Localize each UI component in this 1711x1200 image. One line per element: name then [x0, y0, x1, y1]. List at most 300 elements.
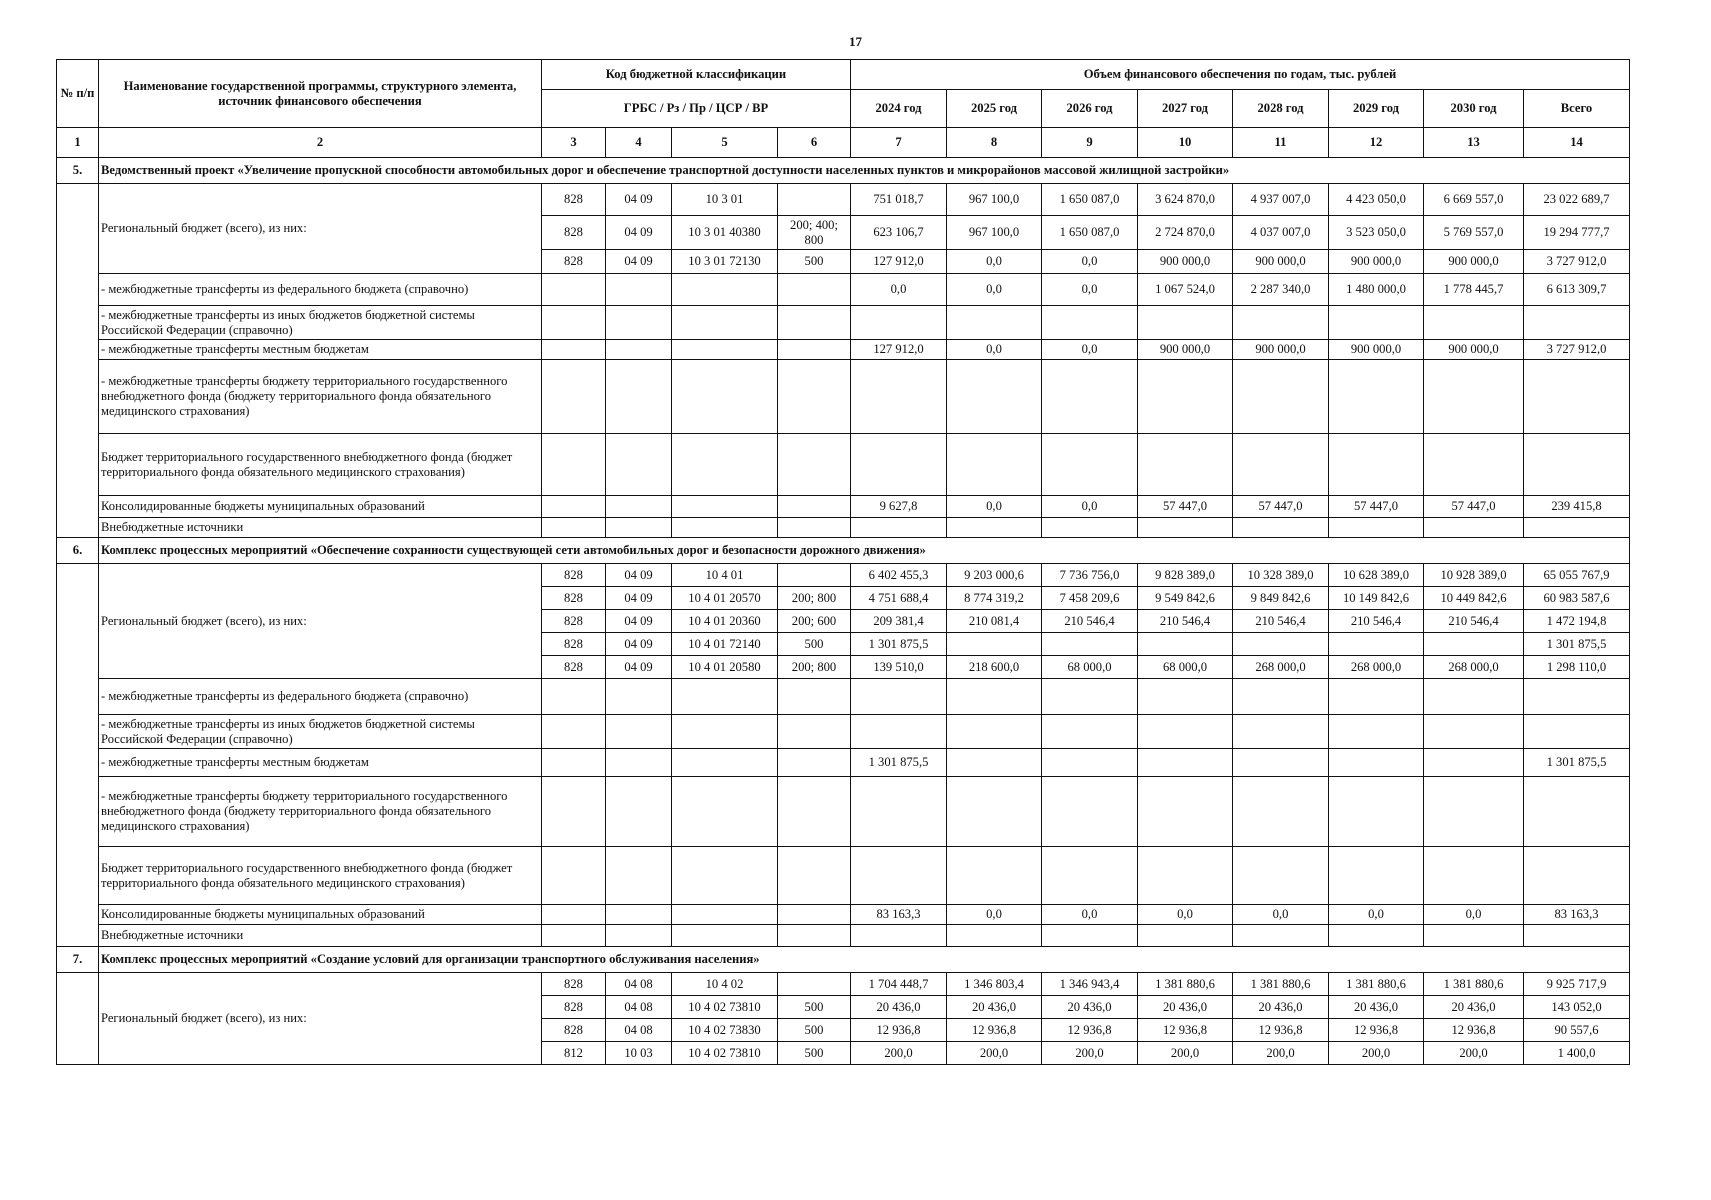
- vr-code: 500: [778, 1042, 851, 1065]
- source-label: - межбюджетные трансферты из иных бюджетов бюджетной системы Российской Федерации (справочно): [99, 306, 542, 340]
- code-cell-empty: [542, 679, 606, 715]
- year-value: 0,0: [947, 274, 1042, 306]
- year-value: 9 203 000,6: [947, 564, 1042, 587]
- year-value: 12 936,8: [947, 1019, 1042, 1042]
- year-value: 0,0: [947, 340, 1042, 360]
- year-value: 8 774 319,2: [947, 587, 1042, 610]
- year-value: [1329, 847, 1424, 905]
- year-value: 20 436,0: [1424, 996, 1524, 1019]
- year-value: [1329, 749, 1424, 777]
- code-cell-empty: [778, 715, 851, 749]
- year-value: [1424, 633, 1524, 656]
- year-value: 20 436,0: [851, 996, 947, 1019]
- code-cell-empty: [542, 518, 606, 538]
- year-value: 1 381 880,6: [1424, 973, 1524, 996]
- year-value: 1 480 000,0: [1329, 274, 1424, 306]
- year-value: 239 415,8: [1524, 496, 1630, 518]
- year-value: 900 000,0: [1233, 250, 1329, 274]
- year-value: [1424, 360, 1524, 434]
- grbs-code: 828: [542, 610, 606, 633]
- code-cell-empty: [778, 274, 851, 306]
- source-label: - межбюджетные трансферты местным бюджетам: [99, 749, 542, 777]
- year-value: [947, 518, 1042, 538]
- year-value: 900 000,0: [1424, 250, 1524, 274]
- year-value: 20 436,0: [947, 996, 1042, 1019]
- column-number: 8: [947, 128, 1042, 158]
- code-cell-empty: [542, 715, 606, 749]
- year-value: 5 769 557,0: [1424, 216, 1524, 250]
- year-value: [1329, 679, 1424, 715]
- code-cell-empty: [606, 360, 672, 434]
- regional-budget-label: Региональный бюджет (всего), из них:: [99, 564, 542, 679]
- rz-pr-code: 04 08: [606, 1019, 672, 1042]
- year-value: 65 055 767,9: [1524, 564, 1630, 587]
- column-number: 9: [1042, 128, 1138, 158]
- code-cell-empty: [672, 274, 778, 306]
- year-value: 20 436,0: [1329, 996, 1424, 1019]
- source-label: Бюджет территориального государственного внебюджетного фонда (бюджет территориального фонда обязательного медицинского страхования): [99, 434, 542, 496]
- year-value: 210 546,4: [1329, 610, 1424, 633]
- code-cell-empty: [542, 496, 606, 518]
- year-value: [1424, 715, 1524, 749]
- rz-pr-code: 04 09: [606, 656, 672, 679]
- year-value: 1 704 448,7: [851, 973, 947, 996]
- year-value: [947, 749, 1042, 777]
- year-value: 1 381 880,6: [1233, 973, 1329, 996]
- year-value: [1329, 715, 1424, 749]
- section-number: 7.: [57, 947, 99, 973]
- year-value: 6 669 557,0: [1424, 184, 1524, 216]
- code-cell-empty: [672, 679, 778, 715]
- year-value: 1 346 943,4: [1042, 973, 1138, 996]
- grbs-code: 828: [542, 656, 606, 679]
- code-cell-empty: [606, 518, 672, 538]
- source-label: - межбюджетные трансферты бюджету территориального государственного внебюджетного фонда (бюджету территориального фонда обязательного медицинского страхования): [99, 360, 542, 434]
- year-value: 0,0: [1042, 496, 1138, 518]
- section-title: Ведомственный проект «Увеличение пропускной способности автомобильных дорог и обеспечение транспортной доступности населенных пунктов и микрорайонов массовой жилищной застройки»: [99, 158, 1630, 184]
- code-cell-empty: [778, 496, 851, 518]
- year-value: [1042, 925, 1138, 947]
- year-value: [1524, 777, 1630, 847]
- year-value: 10 628 389,0: [1329, 564, 1424, 587]
- grbs-code: 828: [542, 633, 606, 656]
- year-value: 200,0: [1042, 1042, 1138, 1065]
- source-label: - межбюджетные трансферты бюджету территориального государственного внебюджетного фонда (бюджету территориального фонда обязательного медицинского страхования): [99, 777, 542, 847]
- year-value: 0,0: [851, 274, 947, 306]
- column-number: 12: [1329, 128, 1424, 158]
- year-value: [1424, 306, 1524, 340]
- code-cell-empty: [672, 715, 778, 749]
- code-cell-empty: [672, 434, 778, 496]
- year-value: 900 000,0: [1233, 340, 1329, 360]
- year-value: [1329, 360, 1424, 434]
- year-value: 900 000,0: [1329, 250, 1424, 274]
- column-number: 7: [851, 128, 947, 158]
- year-value: 0,0: [1424, 905, 1524, 925]
- year-value: [1138, 306, 1233, 340]
- year-value: 57 447,0: [1138, 496, 1233, 518]
- year-value: [1233, 633, 1329, 656]
- year-value: 200,0: [1233, 1042, 1329, 1065]
- rz-pr-code: 04 09: [606, 633, 672, 656]
- year-value: 1 400,0: [1524, 1042, 1630, 1065]
- vr-code: [778, 564, 851, 587]
- code-cell-empty: [672, 777, 778, 847]
- year-value: 0,0: [947, 496, 1042, 518]
- csr-code: 10 3 01 72130: [672, 250, 778, 274]
- year-value: [1524, 925, 1630, 947]
- year-value: [1042, 306, 1138, 340]
- year-value: 268 000,0: [1329, 656, 1424, 679]
- year-value: 900 000,0: [1138, 340, 1233, 360]
- rz-pr-code: 04 09: [606, 587, 672, 610]
- year-value: [1042, 434, 1138, 496]
- year-value: [1329, 434, 1424, 496]
- vr-code: 200; 400; 800: [778, 216, 851, 250]
- year-value: [1329, 925, 1424, 947]
- year-value: 12 936,8: [1329, 1019, 1424, 1042]
- column-number: 14: [1524, 128, 1630, 158]
- year-value: [1138, 925, 1233, 947]
- year-value: [1424, 777, 1524, 847]
- code-cell-empty: [606, 847, 672, 905]
- year-value: [1138, 777, 1233, 847]
- year-value: 751 018,7: [851, 184, 947, 216]
- code-cell-empty: [778, 679, 851, 715]
- code-cell-empty: [778, 340, 851, 360]
- header-year: Всего: [1524, 90, 1630, 128]
- year-value: [1138, 679, 1233, 715]
- code-cell-empty: [542, 925, 606, 947]
- vr-code: 500: [778, 1019, 851, 1042]
- regional-budget-label: Региональный бюджет (всего), из них:: [99, 973, 542, 1065]
- header-code-sub: ГРБС / Рз / Пр / ЦСР / ВР: [542, 90, 851, 128]
- section-title: Комплекс процессных мероприятий «Создание условий для организации транспортного обслуживания населения»: [99, 947, 1630, 973]
- year-value: 200,0: [1424, 1042, 1524, 1065]
- year-value: 7 736 756,0: [1042, 564, 1138, 587]
- year-value: 2 287 340,0: [1233, 274, 1329, 306]
- year-value: [1424, 847, 1524, 905]
- code-cell-empty: [542, 340, 606, 360]
- code-cell-empty: [778, 360, 851, 434]
- code-cell-empty: [672, 905, 778, 925]
- year-value: 12 936,8: [1042, 1019, 1138, 1042]
- code-cell-empty: [672, 340, 778, 360]
- year-value: [1042, 749, 1138, 777]
- rz-pr-code: 04 09: [606, 564, 672, 587]
- year-value: 9 828 389,0: [1138, 564, 1233, 587]
- year-value: 9 849 842,6: [1233, 587, 1329, 610]
- year-value: 967 100,0: [947, 216, 1042, 250]
- vr-code: 200; 800: [778, 656, 851, 679]
- source-label: Бюджет территориального государственного внебюджетного фонда (бюджет территориального фонда обязательного медицинского страхования): [99, 847, 542, 905]
- year-value: [1424, 749, 1524, 777]
- year-value: [1329, 777, 1424, 847]
- year-value: [1042, 777, 1138, 847]
- year-value: 210 546,4: [1424, 610, 1524, 633]
- code-cell-empty: [542, 274, 606, 306]
- year-value: 127 912,0: [851, 340, 947, 360]
- year-value: 1 067 524,0: [1138, 274, 1233, 306]
- source-label: - межбюджетные трансферты местным бюджетам: [99, 340, 542, 360]
- year-value: 967 100,0: [947, 184, 1042, 216]
- year-value: 900 000,0: [1329, 340, 1424, 360]
- header-year: 2030 год: [1424, 90, 1524, 128]
- year-value: [947, 679, 1042, 715]
- year-value: 23 022 689,7: [1524, 184, 1630, 216]
- vr-code: 500: [778, 250, 851, 274]
- csr-code: 10 4 02 73810: [672, 1042, 778, 1065]
- year-value: [1233, 306, 1329, 340]
- year-value: [1233, 847, 1329, 905]
- year-value: 10 149 842,6: [1329, 587, 1424, 610]
- year-value: 4 751 688,4: [851, 587, 947, 610]
- section-title: Комплекс процессных мероприятий «Обеспечение сохранности существующей сети автомобильных дорог и безопасности дорожного движения»: [99, 538, 1630, 564]
- year-value: [947, 306, 1042, 340]
- year-value: [1138, 749, 1233, 777]
- year-value: 210 546,4: [1138, 610, 1233, 633]
- page-number: 17: [849, 34, 862, 49]
- year-value: 200,0: [851, 1042, 947, 1065]
- year-value: 6 613 309,7: [1524, 274, 1630, 306]
- year-value: 19 294 777,7: [1524, 216, 1630, 250]
- year-value: 1 650 087,0: [1042, 216, 1138, 250]
- year-value: 20 436,0: [1233, 996, 1329, 1019]
- code-cell-empty: [778, 306, 851, 340]
- year-value: 0,0: [1042, 274, 1138, 306]
- code-cell-empty: [606, 434, 672, 496]
- code-cell-empty: [542, 905, 606, 925]
- rz-pr-code: 04 08: [606, 996, 672, 1019]
- year-value: 12 936,8: [851, 1019, 947, 1042]
- year-value: [1233, 679, 1329, 715]
- year-value: [1042, 847, 1138, 905]
- year-value: [1138, 715, 1233, 749]
- grbs-code: 828: [542, 1019, 606, 1042]
- year-value: [947, 360, 1042, 434]
- rz-pr-code: 04 08: [606, 973, 672, 996]
- csr-code: 10 4 01 72140: [672, 633, 778, 656]
- vr-code: 500: [778, 633, 851, 656]
- year-value: 0,0: [1042, 340, 1138, 360]
- year-value: [1138, 633, 1233, 656]
- year-value: 143 052,0: [1524, 996, 1630, 1019]
- code-cell-empty: [778, 925, 851, 947]
- year-value: [1329, 633, 1424, 656]
- csr-code: 10 3 01 40380: [672, 216, 778, 250]
- year-value: [947, 777, 1042, 847]
- vr-code: 200; 600: [778, 610, 851, 633]
- code-cell-empty: [778, 518, 851, 538]
- year-value: 209 381,4: [851, 610, 947, 633]
- year-value: [851, 360, 947, 434]
- header-name: Наименование государственной программы, структурного элемента, источник финансового обеспечения: [99, 60, 542, 128]
- code-cell-empty: [606, 274, 672, 306]
- year-value: 57 447,0: [1424, 496, 1524, 518]
- year-value: 1 381 880,6: [1329, 973, 1424, 996]
- year-value: 900 000,0: [1138, 250, 1233, 274]
- year-value: 139 510,0: [851, 656, 947, 679]
- header-year: 2029 год: [1329, 90, 1424, 128]
- year-value: 9 549 842,6: [1138, 587, 1233, 610]
- year-value: 1 472 194,8: [1524, 610, 1630, 633]
- vr-code: [778, 184, 851, 216]
- year-value: 4 037 007,0: [1233, 216, 1329, 250]
- year-value: [1233, 434, 1329, 496]
- code-cell-empty: [542, 306, 606, 340]
- year-value: 68 000,0: [1138, 656, 1233, 679]
- year-value: 10 328 389,0: [1233, 564, 1329, 587]
- year-value: 10 928 389,0: [1424, 564, 1524, 587]
- year-value: [851, 679, 947, 715]
- column-number: 6: [778, 128, 851, 158]
- year-value: [1329, 518, 1424, 538]
- code-cell-empty: [606, 749, 672, 777]
- column-number: 10: [1138, 128, 1233, 158]
- year-value: [947, 633, 1042, 656]
- year-value: 200,0: [1138, 1042, 1233, 1065]
- year-value: [851, 847, 947, 905]
- year-value: [851, 925, 947, 947]
- year-value: [851, 518, 947, 538]
- year-value: [1424, 679, 1524, 715]
- year-value: [1233, 360, 1329, 434]
- code-cell-empty: [542, 360, 606, 434]
- grbs-code: 828: [542, 564, 606, 587]
- year-value: 900 000,0: [1424, 340, 1524, 360]
- year-value: 210 546,4: [1042, 610, 1138, 633]
- year-value: 200,0: [947, 1042, 1042, 1065]
- csr-code: 10 3 01: [672, 184, 778, 216]
- header-year: 2025 год: [947, 90, 1042, 128]
- vr-code: 500: [778, 996, 851, 1019]
- financing-table: [56, 59, 1630, 1065]
- column-number: 2: [99, 128, 542, 158]
- vr-code: 200; 800: [778, 587, 851, 610]
- csr-code: 10 4 02 73830: [672, 1019, 778, 1042]
- code-cell-empty: [606, 925, 672, 947]
- code-cell-empty: [778, 905, 851, 925]
- year-value: [1524, 306, 1630, 340]
- header-num: № п/п: [57, 60, 99, 128]
- year-value: 9 627,8: [851, 496, 947, 518]
- year-value: [947, 925, 1042, 947]
- year-value: [1233, 925, 1329, 947]
- year-value: [1524, 360, 1630, 434]
- year-value: 1 301 875,5: [1524, 633, 1630, 656]
- year-value: 4 423 050,0: [1329, 184, 1424, 216]
- code-cell-empty: [672, 360, 778, 434]
- year-value: 0,0: [1042, 250, 1138, 274]
- year-value: [1233, 715, 1329, 749]
- year-value: 268 000,0: [1424, 656, 1524, 679]
- year-value: 90 557,6: [1524, 1019, 1630, 1042]
- rz-pr-code: 04 09: [606, 184, 672, 216]
- column-number: 11: [1233, 128, 1329, 158]
- year-value: 0,0: [1329, 905, 1424, 925]
- year-value: 1 778 445,7: [1424, 274, 1524, 306]
- year-value: 20 436,0: [1042, 996, 1138, 1019]
- year-value: [851, 777, 947, 847]
- year-value: 623 106,7: [851, 216, 947, 250]
- csr-code: 10 4 01 20580: [672, 656, 778, 679]
- year-value: 12 936,8: [1138, 1019, 1233, 1042]
- year-value: 68 000,0: [1042, 656, 1138, 679]
- source-label: Консолидированные бюджеты муниципальных образований: [99, 905, 542, 925]
- column-number: 3: [542, 128, 606, 158]
- year-value: 83 163,3: [1524, 905, 1630, 925]
- year-value: [1138, 518, 1233, 538]
- year-value: 268 000,0: [1233, 656, 1329, 679]
- year-value: [1233, 749, 1329, 777]
- code-cell-empty: [606, 340, 672, 360]
- rz-pr-code: 04 09: [606, 250, 672, 274]
- grbs-code: 828: [542, 996, 606, 1019]
- code-cell-empty: [542, 434, 606, 496]
- year-value: 2 724 870,0: [1138, 216, 1233, 250]
- year-value: 3 624 870,0: [1138, 184, 1233, 216]
- vr-code: [778, 973, 851, 996]
- rz-pr-code: 04 09: [606, 216, 672, 250]
- column-number: 1: [57, 128, 99, 158]
- code-cell-empty: [778, 749, 851, 777]
- grbs-code: 828: [542, 587, 606, 610]
- csr-code: 10 4 02 73810: [672, 996, 778, 1019]
- header-volume-group: Объем финансового обеспечения по годам, тыс. рублей: [851, 60, 1630, 90]
- year-value: 200,0: [1329, 1042, 1424, 1065]
- csr-code: 10 4 01 20570: [672, 587, 778, 610]
- year-value: 0,0: [947, 250, 1042, 274]
- code-cell-empty: [542, 749, 606, 777]
- code-cell-empty: [542, 847, 606, 905]
- code-cell-empty: [778, 777, 851, 847]
- code-cell-empty: [606, 496, 672, 518]
- csr-code: 10 4 01 20360: [672, 610, 778, 633]
- source-label: - межбюджетные трансферты из федерального бюджета (справочно): [99, 679, 542, 715]
- year-value: 210 546,4: [1233, 610, 1329, 633]
- year-value: 1 346 803,4: [947, 973, 1042, 996]
- section-num-blank: [57, 184, 99, 538]
- header-year: 2024 год: [851, 90, 947, 128]
- year-value: 218 600,0: [947, 656, 1042, 679]
- source-label: - межбюджетные трансферты из федерального бюджета (справочно): [99, 274, 542, 306]
- year-value: [1524, 518, 1630, 538]
- section-num-blank: [57, 564, 99, 947]
- year-value: [1524, 679, 1630, 715]
- year-value: 60 983 587,6: [1524, 587, 1630, 610]
- rz-pr-code: 10 03: [606, 1042, 672, 1065]
- year-value: 1 301 875,5: [1524, 749, 1630, 777]
- grbs-code: 828: [542, 250, 606, 274]
- year-value: 1 298 110,0: [1524, 656, 1630, 679]
- year-value: 12 936,8: [1233, 1019, 1329, 1042]
- year-value: [1524, 715, 1630, 749]
- code-cell-empty: [606, 777, 672, 847]
- year-value: [851, 306, 947, 340]
- code-cell-empty: [606, 306, 672, 340]
- code-cell-empty: [542, 777, 606, 847]
- year-value: 7 458 209,6: [1042, 587, 1138, 610]
- grbs-code: 828: [542, 973, 606, 996]
- year-value: 210 081,4: [947, 610, 1042, 633]
- year-value: [1042, 679, 1138, 715]
- grbs-code: 828: [542, 216, 606, 250]
- header-year: 2026 год: [1042, 90, 1138, 128]
- year-value: 9 925 717,9: [1524, 973, 1630, 996]
- year-value: [1424, 925, 1524, 947]
- csr-code: 10 4 02: [672, 973, 778, 996]
- year-value: [1233, 518, 1329, 538]
